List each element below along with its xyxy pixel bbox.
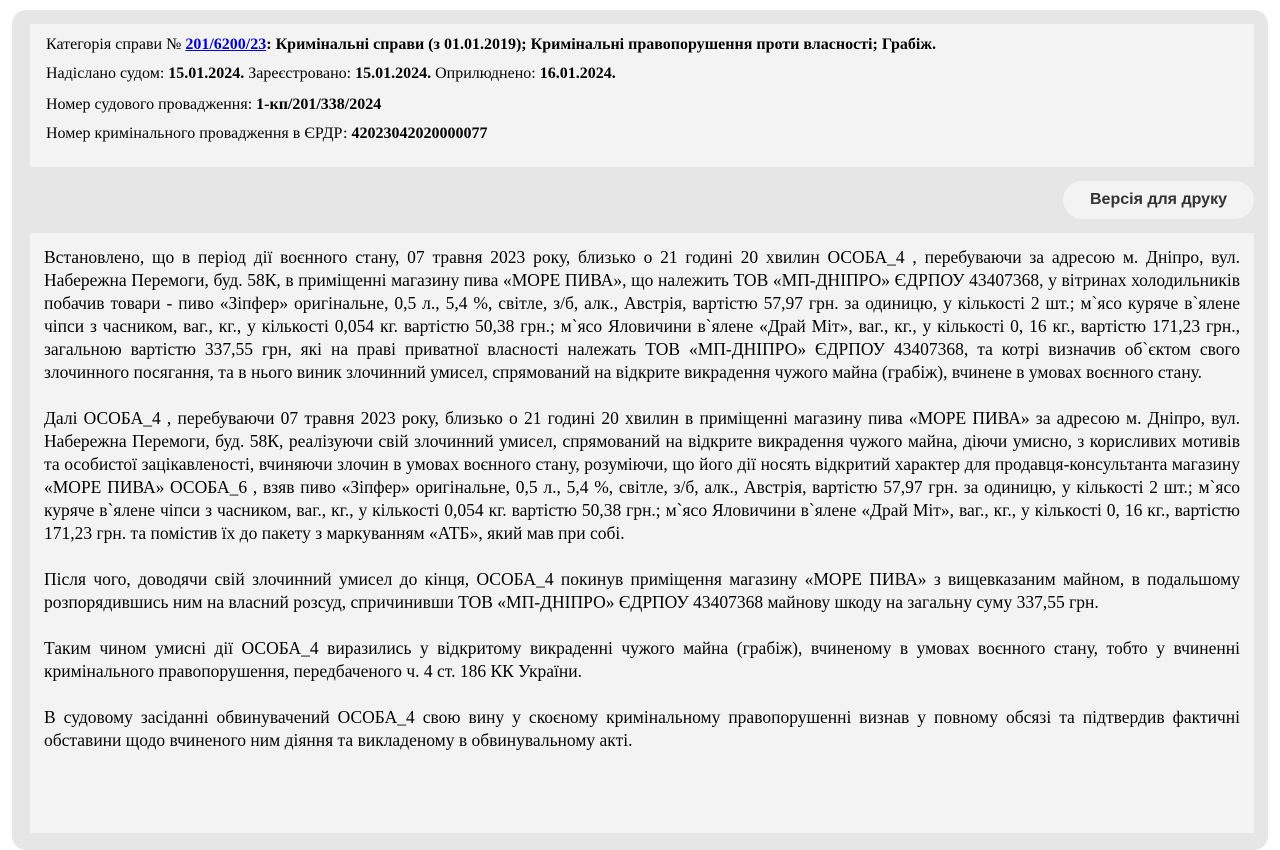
published-label: Оприлюднено: — [435, 65, 536, 82]
erdr-number: 42023042020000077 — [351, 125, 488, 142]
registered-date: 15.01.2024. — [355, 65, 432, 82]
case-metadata-panel — [30, 24, 1254, 167]
erdr-line — [46, 124, 487, 144]
document-text-panel — [30, 233, 1254, 833]
case-number-link[interactable]: 201/6200/23 — [185, 36, 267, 53]
document-paragraph: Після чого, доводячи свій злочинний умисел до кінця, ОСОБА_4 покинув приміщення магазину «МОРЕ ПИВА» з вищевказаним майном, в подальшому розпорядившись ним на власний розсуд, спричинивши ТОВ «МП-ДНІПРО» ЄДРПОУ 43407368 майнову шкоду на загальну суму 337,55 грн. — [44, 569, 1240, 612]
registered-label: Зареєстровано: — [248, 65, 352, 82]
court-proc-number: 1-кп/201/338/2024 — [256, 96, 382, 113]
category-text: : Кримінальні справи (з 01.01.2019); Кримінальні правопорушення проти власності; Грабіж. — [266, 36, 936, 53]
erdr-label: Номер кримінального провадження в ЄРДР: — [46, 125, 348, 142]
document-paragraph: Встановлено, що в період дії воєнного стану, 07 травня 2023 року, близько о 21 годині 20 хвилин ОСОБА_4 , перебуваючи за адресою м. Дніпро, вул. Набережна Перемоги, буд. 58К, в приміщенні магазину пива «МОРЕ ПИВА», що належить ТОВ «МП-ДНІПРО» ЄДРПОУ 43407368, у вітринах холодильників побачив товари - пиво «Зіпфер» оригінальне, 0,5 л., 5,4 %, світле, з/б, алк., Австрія, вартістю 57,97 грн. за одиницю, у кількості 2 шт.; м`ясо куряче в`ялене чіпси з часником, ваг., кг., у кількості 0,054 кг. вартістю 50,38 грн.; м`ясо Яловичини в`ялене «Драй Міт», ваг., кг., у кількості 0, 16 кг., вартістю 171,23 грн., загальною вартістю 337,55 грн, які на праві приватної власності належать ТОВ «МП-ДНІПРО» ЄДРПОУ 43407368, та котрі визначив об`єктом свого злочинного посягання, та в нього виник злочинний умисел, спрямований на відкрите викрадення чужого майна (грабіж), вчинене в умовах воєнного стану. — [44, 247, 1240, 382]
document-paragraph: Далі ОСОБА_4 , перебуваючи 07 травня 2023 року, близько о 21 годині 20 хвилин в приміщенні магазину пива «МОРЕ ПИВА» за адресою м. Дніпро, вул. Набережна Перемоги, буд. 58К, реалізуючи свій злочинний умисел, спрямований на відкрите викрадення чужого майна, діючи умисно, з корисливих мотивів та особистої зацікавленості, вчиняючи злочин в умовах воєнного стану, розуміючи, що його дії носять відкритий характер для продавця-консультанта магазину «МОРЕ ПИВА» ОСОБА_6 , взяв пиво «Зіпфер» оригінальне, 0,5 л., 5,4 %, світле, з/б, алк., Австрія, вартістю 57,97 грн. за одиницю, у кількості 2 шт.; м`ясо куряче в`ялене чіпси з часником, ваг., кг., у кількості 0,054 кг. вартістю 50,38 грн.; м`ясо Яловичини в`ялене «Драй Міт», ваг., кг., у кількості 0, 16 кг., вартістю 171,23 грн. та помістив їх до пакету з маркуванням «АТБ», який мав при собі. — [44, 408, 1240, 543]
court-proc-label: Номер судового провадження: — [46, 96, 253, 113]
dates-line — [46, 64, 616, 84]
category-prefix: Категорія справи № — [46, 36, 182, 53]
case-category-line — [46, 35, 936, 55]
print-version-button[interactable]: Версія для друку — [1063, 181, 1254, 219]
sent-date: 15.01.2024. — [168, 65, 245, 82]
court-proceeding-line — [46, 95, 381, 115]
sent-label: Надіслано судом: — [46, 65, 165, 82]
published-date: 16.01.2024. — [539, 65, 616, 82]
document-paragraph: В судовому засіданні обвинувачений ОСОБА_4 свою вину у скоєному кримінальному правопорушенні визнав у повному обсязі та підтвердив фактичні обставини щодо вчиненого ним діяння та викладеному в обвинувальному акті. — [44, 707, 1240, 750]
document-paragraph: Таким чином умисні дії ОСОБА_4 виразились у відкритому викраденні чужого майна (грабіж), вчиненому в умовах воєнного стану, тобто у вчиненні кримінального правопорушення, передбаченого ч. 4 ст. 186 КК України. — [44, 638, 1240, 681]
